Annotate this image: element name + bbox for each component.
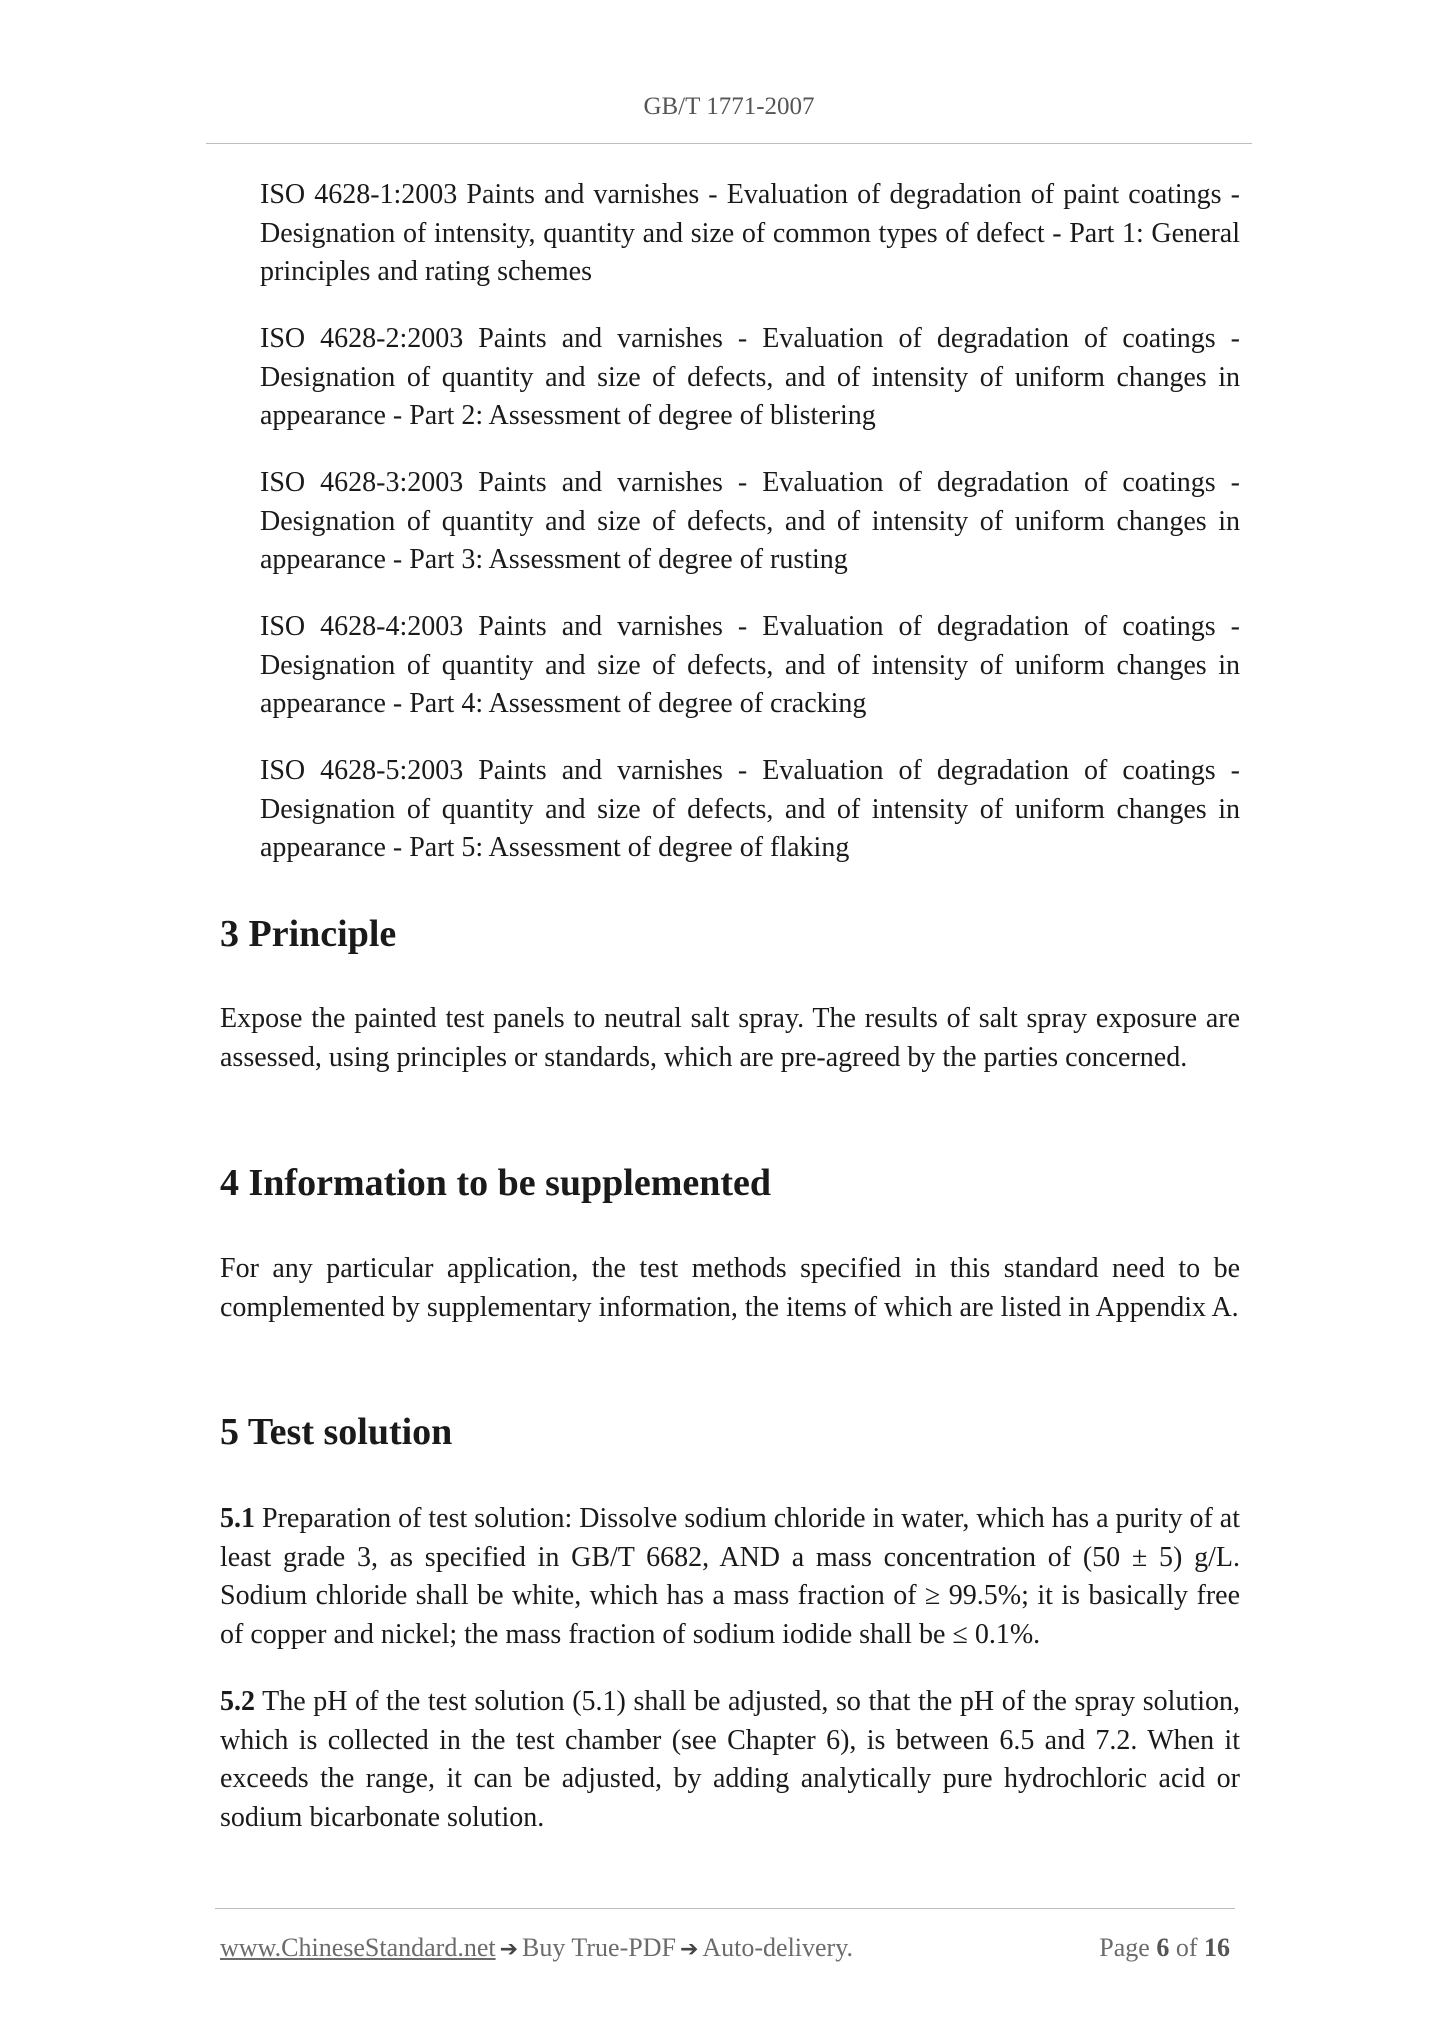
principle-paragraph: Expose the painted test panels to neutral salt spray. The results of salt spray exposure are assessed, using principles or standards, which are pre-agreed by the parties concerned. xyxy=(220,1003,1240,1073)
clause-number: 5.2 xyxy=(220,1686,255,1717)
arrow-right-icon: ➔ xyxy=(499,1937,519,1962)
current-page: 6 xyxy=(1156,1933,1170,1962)
clause-text: The pH of the test solution (5.1) shall be adjusted, so that the pH of the spray solution, which is collected in the test chamber (see Chapter 6), is between 6.5 and 7.2. When it exceeds the range, it can be adjusted, by adding analytically pure hydrochloric acid or sodium bicarbonate solution. xyxy=(220,1686,1240,1833)
footer-divider xyxy=(215,1908,1235,1909)
heading-test-solution: 5 Test solution xyxy=(220,1411,453,1453)
page-number xyxy=(1099,1933,1230,1963)
total-pages: 16 xyxy=(1204,1933,1230,1962)
site-link[interactable]: www.ChineseStandard.net xyxy=(220,1933,496,1962)
auto-delivery-text: Auto-delivery. xyxy=(702,1933,854,1962)
footer-promo xyxy=(220,1933,853,1963)
reference-iso-4628-4: ISO 4628-4:2003 Paints and varnishes - Evaluation of degradation of coatings - Designation of quantity and size of defects, and of intensity of uniform changes in appearance - Part 4: Assessment of degree of cracking xyxy=(260,611,1240,719)
reference-iso-4628-2: ISO 4628-2:2003 Paints and varnishes - Evaluation of degradation of coatings - Designation of quantity and size of defects, and of intensity of uniform changes in appearance - Part 2: Assessment of degree of blistering xyxy=(260,323,1240,431)
reference-iso-4628-1: ISO 4628-1:2003 Paints and varnishes - Evaluation of degradation of paint coatings - Designation of intensity, quantity and size of common types of defect - Part 1: General principles and rating schemes xyxy=(260,179,1240,287)
header-divider xyxy=(206,143,1252,144)
reference-iso-4628-3: ISO 4628-3:2003 Paints and varnishes - Evaluation of degradation of coatings - Designation of quantity and size of defects, and of intensity of uniform changes in appearance - Part 3: Assessment of degree of rusting xyxy=(260,467,1240,575)
page-footer xyxy=(220,1933,1230,1967)
reference-iso-4628-5: ISO 4628-5:2003 Paints and varnishes - Evaluation of degradation of coatings - Designation of quantity and size of defects, and of intensity of uniform changes in appearance - Part 5: Assessment of degree of flaking xyxy=(260,755,1240,863)
buy-true-pdf-text: Buy True-PDF xyxy=(522,1933,676,1962)
clause-text: Preparation of test solution: Dissolve sodium chloride in water, which has a purity of at least grade 3, as specified in GB/T 6682, AND a mass concentration of (50 ± 5) g/L. Sodium chloride shall be white, which has a mass fraction of ≥ 99.5%; it is basically free of copper and nickel; the mass fraction of sodium iodide shall be ≤ 0.1%. xyxy=(220,1503,1240,1650)
arrow-right-icon: ➔ xyxy=(679,1937,699,1962)
clause-5-2-paragraph xyxy=(220,1683,1240,1837)
clause-number: 5.1 xyxy=(220,1503,255,1534)
page-header-standard-code: GB/T 1771-2007 xyxy=(643,93,815,120)
clause-5-1-paragraph xyxy=(220,1500,1240,1654)
page-label: Page xyxy=(1099,1933,1150,1962)
heading-principle: 3 Principle xyxy=(220,913,397,955)
of-label: of xyxy=(1175,1933,1198,1962)
heading-information-to-be-supplemented: 4 Information to be supplemented xyxy=(220,1162,772,1204)
information-paragraph: For any particular application, the test methods specified in this standard need to be complemented by supplementary information, the items of which are listed in Appendix A. xyxy=(220,1253,1240,1323)
